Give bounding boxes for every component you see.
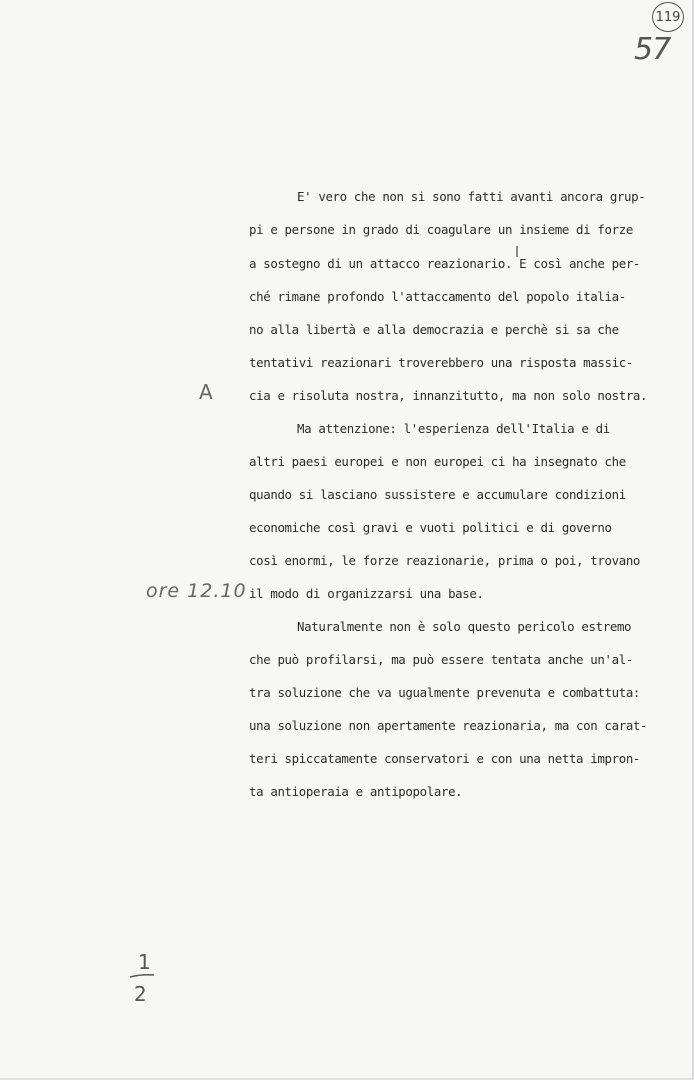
fraction-numerator: 1	[138, 950, 151, 974]
body-line: cia e risoluta nostra, innanzitutto, ma non solo nostra.	[249, 388, 648, 403]
page-number: 57	[634, 32, 671, 67]
body-line: il modo di organizzarsi una base.	[249, 586, 484, 601]
body-line: a sostegno di un attacco reazionario. E così anche per-	[249, 256, 641, 271]
fraction-denominator: 2	[134, 982, 147, 1006]
body-line: ta antioperaia e antipopolare.	[249, 784, 463, 799]
margin-mark-a: A	[199, 380, 213, 404]
fraction-bar	[128, 972, 158, 980]
body-line: Ma attenzione: l'esperienza dell'Italia e di	[297, 421, 610, 436]
body-line: no alla libertà e alla democrazia e perchè si sa che	[249, 322, 619, 337]
body-line: tra soluzione che va ugualmente prevenuta e combattuta:	[249, 685, 641, 700]
body-line: altri paesi europei e non europei ci ha insegnato che	[249, 454, 626, 469]
body-line: economiche così gravi e vuoti politici e di governo	[249, 520, 612, 535]
body-line: E' vero che non si sono fatti avanti ancora grup-	[297, 189, 646, 204]
body-line: teri spiccatamente conservatori e con una netta impron-	[249, 751, 641, 766]
time-note: ore 12.10	[146, 580, 247, 602]
body-line: ché rimane profondo l'attaccamento del popolo italia-	[249, 289, 626, 304]
body-line: pi e persone in grado di coagulare un insieme di forze	[249, 222, 633, 237]
body-line: quando si lasciano sussistere e accumulare condizioni	[249, 487, 626, 502]
body-line: così enormi, le forze reazionarie, prima o poi, trovano	[249, 553, 641, 568]
body-line: che può profilarsi, ma può essere tentata anche un'al-	[249, 652, 633, 667]
body-line: Naturalmente non è solo questo pericolo estremo	[297, 619, 632, 634]
archive-number-stamp	[652, 2, 684, 32]
body-line: tentativi reazionari troverebbero una risposta massic-	[249, 355, 633, 370]
archive-number: 119	[655, 9, 681, 25]
body-line: una soluzione non apertamente reazionaria, ma con carat-	[249, 718, 648, 733]
